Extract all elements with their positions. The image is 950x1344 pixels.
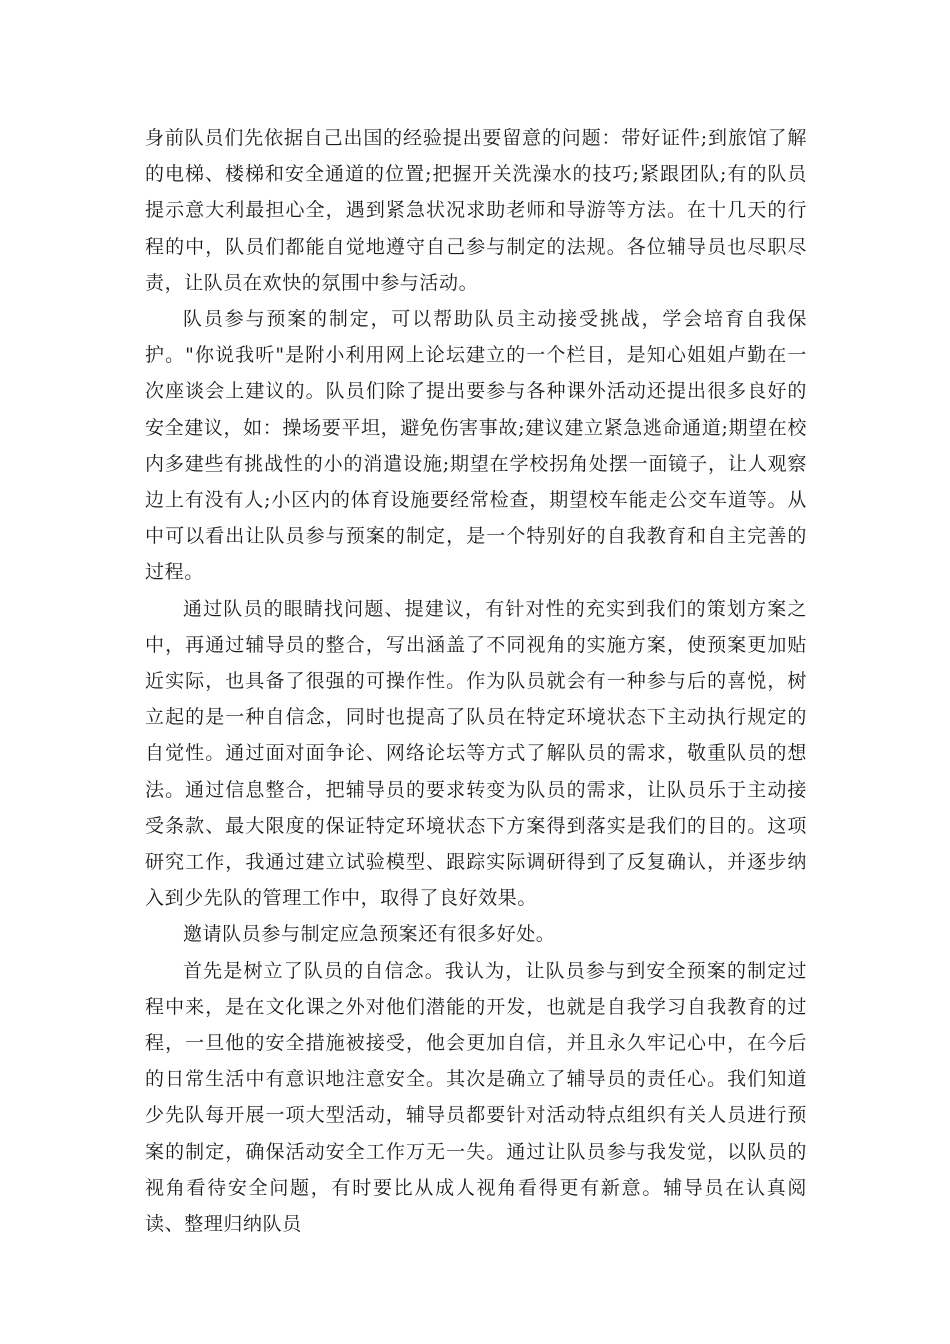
document-body	[145, 120, 807, 1242]
paragraph-2: 队员参与预案的制定，可以帮助队员主动接受挑战，学会培育自我保护。"你说我听"是附小利用网上论坛建立的一个栏目，是知心姐姐卢勤在一次座谈会上建议的。队员们除了提出要参与各种课外活动还提出很多良好的安全建议，如：操场要平坦，避免伤害事故;建议建立紧急逃命通道;期望在校内多建些有挑战性的小的消遣设施;期望在学校拐角处摆一面镜子，让人观察边上有没有人;小区内的体育设施要经常检查，期望校车能走公交车道等。从中可以看出让队员参与预案的制定，是一个特别好的自我教育和自主完善的过程。	[145, 308, 807, 584]
paragraph-4: 邀请队员参与制定应急预案还有很多好处。	[183, 923, 556, 946]
paragraph-3: 通过队员的眼睛找问题、提建议，有针对性的充实到我们的策划方案之中，再通过辅导员的整合，写出涵盖了不同视角的实施方案，使预案更加贴近实际，也具备了很强的可操作性。作为队员就会有一种参与后的喜悦，树立起的是一种自信念，同时也提高了队员在特定环境状态下主动执行规定的自觉性。通过面对面争论、网络论坛等方式了解队员的需求，敬重队员的想法。通过信息整合，把辅导员的要求转变为队员的需求，让队员乐于主动接受条款、最大限度的保证特定环境状态下方案得到落实是我们的目的。这项研究工作，我通过建立试验模型、跟踪实际调研得到了反复确认，并逐步纳入到少先队的管理工作中，取得了良好效果。	[145, 597, 807, 910]
paragraph-1: 身前队员们先依据自己出国的经验提出要留意的问题：带好证件;到旅馆了解的电梯、楼梯和安全通道的位置;把握开关洗澡水的技巧;紧跟团队;有的队员提示意大利最担心全，遇到紧急状况求助老师和导游等方法。在十几天的行程的中，队员们都能自觉地遵守自己参与制定的法规。各位辅导员也尽职尽责，让队员在欢快的氛围中参与活动。	[145, 127, 807, 294]
paragraph-5: 首先是树立了队员的自信念。我认为，让队员参与到安全预案的制定过程中来，是在文化课之外对他们潜能的开发，也就是自我学习自我教育的过程，一旦他的安全措施被接受，他会更加自信，并且永久牢记心中，在今后的日常生活中有意识地注意安全。其次是确立了辅导员的责任心。我们知道少先队每开展一项大型活动，辅导员都要针对活动特点组织有关人员进行预案的制定，确保活动安全工作万无一失。通过让队员参与我发觉，以队员的视角看待安全问题，有时要比从成人视角看得更有新意。辅导员在认真阅读、整理归纳队员	[145, 959, 807, 1236]
